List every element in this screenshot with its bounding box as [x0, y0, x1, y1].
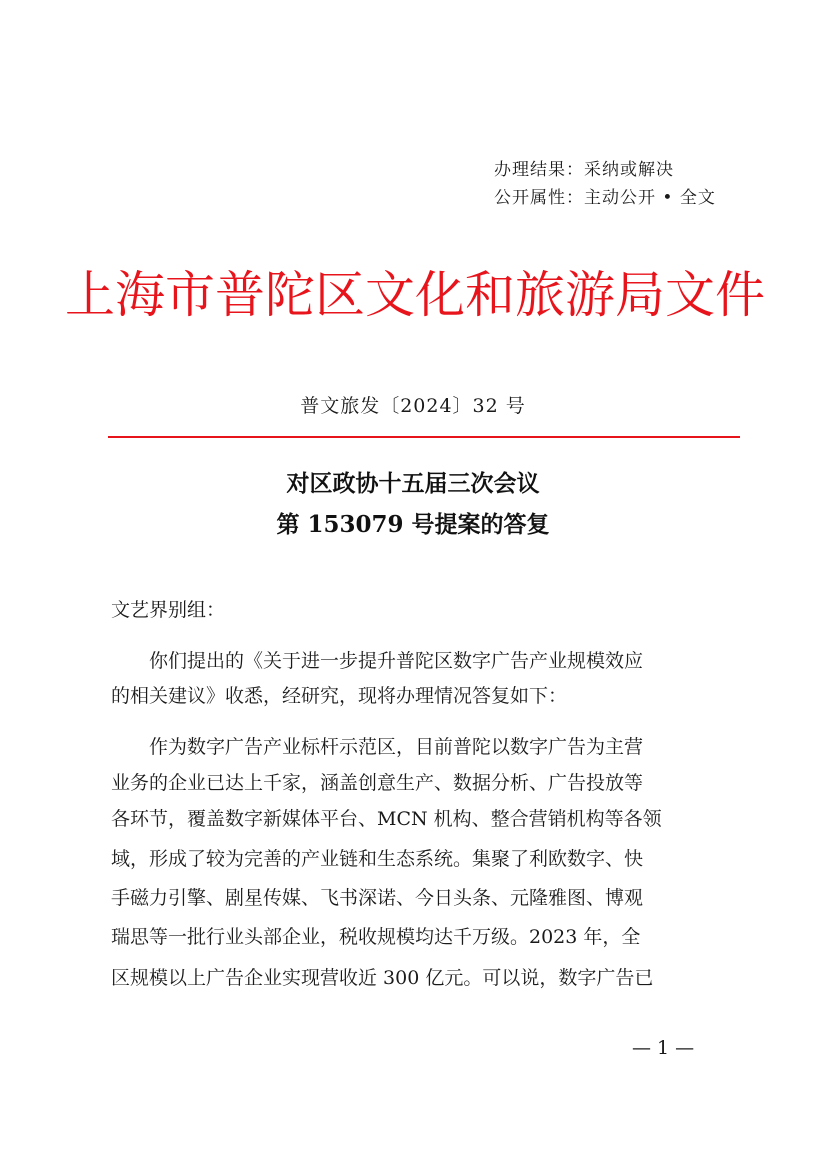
document-title-line-1: 对区政协十五届三次会议: [286, 470, 540, 497]
red-separator-line: [108, 436, 740, 438]
body-line: 手磁力引擎、剧星传媒、飞书深诺、今日头条、元隆雅图、博观: [111, 887, 644, 909]
document-number: 普文旅发〔2024〕32 号: [300, 395, 526, 417]
salutation: 文艺界别组：: [111, 599, 226, 621]
page-number: — 1 —: [632, 1037, 695, 1059]
body-line: 的相关建议》收悉，经研究，现将办理情况答复如下：: [111, 685, 568, 707]
body-line: 各环节，覆盖数字新媒体平台、MCN 机构、整合营销机构等各领: [111, 808, 662, 830]
body-line: 你们提出的《关于进一步提升普陀区数字广告产业规模效应: [111, 650, 644, 672]
body-line: 区规模以上广告企业实现营收近 300 亿元。可以说，数字广告已: [111, 967, 654, 989]
body-line: 域，形成了较为完善的产业链和生态系统。集聚了利欧数字、快: [111, 848, 644, 870]
document-title-line-2: 第 153079 号提案的答复: [276, 511, 550, 538]
body-line: 业务的企业已达上千家，涵盖创意生产、数据分析、广告投放等: [111, 772, 644, 794]
disclosure-attribute: 公开属性：主动公开 • 全文: [494, 188, 716, 208]
body-line: 瑞思等一批行业头部企业，税收规模均达千万级。2023 年，全: [111, 926, 641, 948]
handling-result: 办理结果：采纳或解决: [494, 160, 674, 180]
issuer-red-header: 上海市普陀区文化和旅游局文件: [65, 266, 765, 324]
body-line: 作为数字广告产业标杆示范区，目前普陀以数字广告为主营: [111, 736, 644, 758]
